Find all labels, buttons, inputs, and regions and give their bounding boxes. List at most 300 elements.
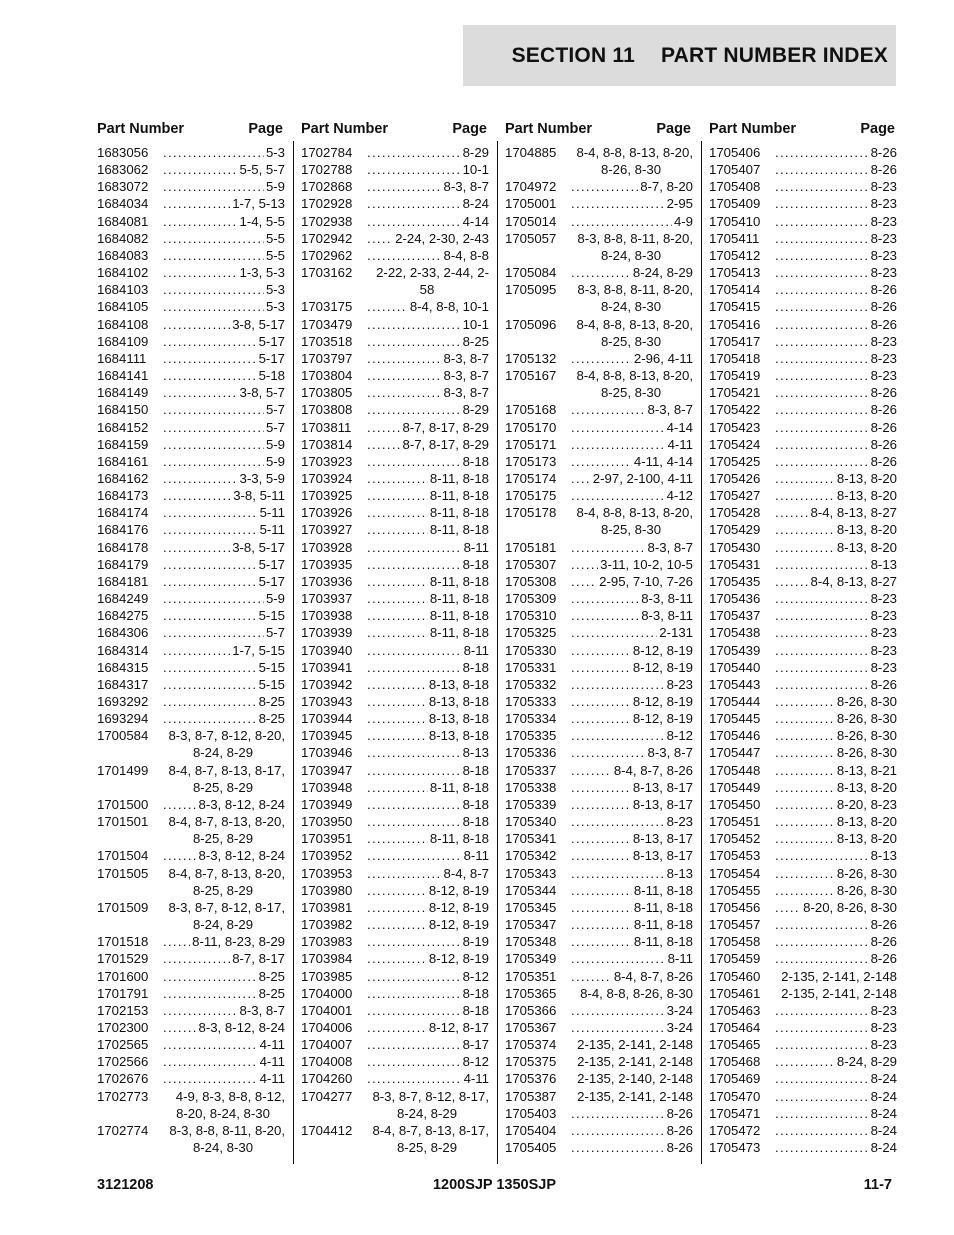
part-number: 1684109 (97, 333, 149, 349)
page-reference: 8-3, 8-11 (641, 591, 693, 607)
index-entry (97, 350, 285, 367)
part-number: 1704972 (505, 179, 557, 195)
reference-line (773, 590, 897, 607)
page-reference: 8-13, 8-20 (836, 779, 897, 795)
page-reference: 8-4, 8-8, 8-13, 8-20, (576, 316, 693, 332)
part-number: 1705463 (709, 1002, 761, 1018)
page-reference: 8-11, 8-18 (633, 934, 693, 950)
page-references (161, 470, 285, 487)
index-entry (505, 933, 693, 950)
part-number: 1705367 (505, 1019, 557, 1035)
page-references (161, 624, 285, 641)
reference-line (773, 710, 897, 727)
reference-line (773, 144, 897, 161)
page-reference: 5-9 (265, 436, 285, 452)
page-reference: 3-11, 10-2, 10-5 (600, 556, 693, 572)
page-references (365, 401, 489, 418)
index-entry (97, 968, 285, 985)
index-entry (505, 1036, 693, 1053)
dot-leader (367, 710, 427, 727)
index-entry (301, 470, 489, 487)
page-heading: Page (860, 121, 895, 137)
part-number: 1703947 (301, 762, 353, 778)
page-references (365, 333, 489, 350)
page-references (365, 264, 489, 298)
dot-leader (367, 933, 461, 950)
page-reference: 3-24 (666, 1002, 693, 1018)
page-reference: 8-18 (462, 1002, 489, 1018)
reference-line (161, 1036, 285, 1053)
dot-leader (571, 195, 665, 212)
dot-leader (775, 539, 835, 556)
page-reference: 8-11, 8-18 (429, 522, 489, 538)
index-entry (505, 556, 693, 573)
reference-line (365, 298, 489, 315)
dot-leader (163, 659, 257, 676)
dot-leader (775, 899, 801, 916)
page-references (773, 401, 897, 418)
reference-line (773, 504, 897, 521)
part-number: 1705057 (505, 230, 557, 246)
reference-line (569, 264, 693, 281)
dot-leader (163, 350, 257, 367)
part-number: 1705413 (709, 265, 761, 281)
page-reference: 8-4, 8-8, 8-13, 8-20, (576, 505, 693, 521)
dot-leader (775, 847, 869, 864)
page-references (773, 590, 897, 607)
index-entry (505, 1088, 693, 1105)
dot-leader (367, 247, 442, 264)
page-reference: 8-13, 8-18 (428, 728, 489, 744)
index-entry (709, 899, 897, 916)
dot-leader (367, 676, 427, 693)
dot-leader (367, 401, 461, 418)
index-entry (505, 504, 693, 538)
dot-leader (571, 933, 632, 950)
index-entry (97, 847, 285, 864)
dot-leader (775, 659, 869, 676)
page-reference: 8-7, 8-17, 8-29 (402, 436, 489, 452)
dot-leader (775, 333, 869, 350)
index-entry (301, 333, 489, 350)
part-number: 1702773 (97, 1088, 149, 1104)
dot-leader (367, 659, 461, 676)
page-references (161, 213, 285, 230)
part-number: 1705435 (709, 573, 761, 589)
reference-line (161, 1053, 285, 1070)
index-entry (505, 1019, 693, 1036)
dot-leader (163, 933, 190, 950)
page-reference: 8-11, 8-23, 8-29 (192, 934, 285, 950)
page-references (365, 161, 489, 178)
page-reference: 8-11, 8-18 (429, 831, 489, 847)
part-number: 1703949 (301, 796, 353, 812)
page-reference: 4-14 (462, 213, 489, 229)
dot-leader (163, 453, 264, 470)
index-entry (709, 1070, 897, 1087)
part-number: 1684173 (97, 488, 149, 504)
page-references (569, 830, 693, 847)
page-reference: 5-5 (265, 230, 285, 246)
reference-line (365, 539, 489, 556)
part-number: 1705446 (709, 728, 761, 744)
index-entry (709, 1122, 897, 1139)
page-references (569, 264, 693, 281)
reference-line (161, 521, 285, 538)
index-entry (301, 847, 489, 864)
part-number: 1703928 (301, 539, 353, 555)
part-number: 1701518 (97, 934, 149, 950)
index-entry (505, 436, 693, 453)
dot-leader (775, 710, 835, 727)
index-entry (709, 624, 897, 641)
dot-leader (775, 1105, 869, 1122)
dot-leader (571, 1019, 665, 1036)
page-reference: 8-25 (258, 711, 285, 727)
dot-leader (163, 573, 257, 590)
page-references (569, 487, 693, 504)
index-entry (97, 710, 285, 727)
index-entry (301, 264, 489, 298)
page-heading: Page (656, 121, 691, 137)
reference-line (161, 590, 285, 607)
reference-line (365, 590, 489, 607)
part-number: 1684249 (97, 591, 149, 607)
page-reference: 8-3, 8-7, 8-12, 8-20, (168, 728, 285, 744)
part-number: 1705470 (709, 1088, 761, 1104)
page-reference: 8-18 (462, 762, 489, 778)
part-number: 1684102 (97, 265, 149, 281)
part-number: 1703939 (301, 625, 353, 641)
part-number: 1705325 (505, 625, 557, 641)
page-references (773, 384, 897, 401)
dot-leader (163, 642, 230, 659)
page-references (365, 590, 489, 607)
part-number: 1684082 (97, 230, 149, 246)
dot-leader (775, 350, 869, 367)
reference-line (569, 470, 693, 487)
reference-line (365, 213, 489, 230)
index-entry (301, 659, 489, 676)
reference-line (773, 899, 897, 916)
page-reference: 5-17 (258, 573, 285, 589)
reference-line (773, 539, 897, 556)
reference-line (161, 504, 285, 521)
dot-leader (163, 384, 238, 401)
dot-leader (367, 796, 461, 813)
page-references (161, 1002, 285, 1019)
page-references (773, 521, 897, 538)
dot-leader (367, 487, 428, 504)
page-reference: 5-3 (265, 145, 285, 160)
reference-continuation: 8-26, 8-30 (600, 162, 662, 178)
index-entry (301, 247, 489, 264)
page-references (773, 1002, 897, 1019)
page-references (773, 727, 897, 744)
reference-line (773, 624, 897, 641)
index-entry (709, 178, 897, 195)
dot-leader (775, 1070, 869, 1087)
page-references (569, 1036, 693, 1053)
reference-line (161, 1122, 285, 1139)
part-number: 1703175 (301, 299, 353, 315)
index-entry (709, 659, 897, 676)
page-reference: 8-3, 8-12, 8-24 (198, 848, 285, 864)
part-number: 1705001 (505, 196, 557, 212)
dot-leader (367, 178, 442, 195)
page-reference: 2-135, 2-141, 2-148 (577, 1088, 693, 1104)
index-entry (97, 762, 285, 796)
dot-leader (571, 178, 638, 195)
page-references (161, 384, 285, 401)
page-reference: 8-13, 8-17 (632, 848, 693, 864)
reference-line (161, 419, 285, 436)
part-number: 1705439 (709, 642, 761, 658)
reference-line (569, 487, 693, 504)
index-entry (301, 710, 489, 727)
part-number: 1703479 (301, 316, 353, 332)
reference-line (569, 281, 693, 298)
reference-line (773, 161, 897, 178)
part-number: 1705347 (505, 917, 557, 933)
part-number: 1703983 (301, 934, 353, 950)
reference-line (569, 213, 693, 230)
page-references (365, 1122, 489, 1156)
part-number: 1705014 (505, 213, 557, 229)
reference-line (161, 264, 285, 281)
page-reference: 8-4, 8-8, 8-13, 8-20, (576, 368, 693, 384)
page-reference: 8-12, 8-19 (428, 899, 489, 915)
page-reference: 8-24, 8-29 (632, 265, 693, 281)
part-number: 1705175 (505, 488, 557, 504)
page-reference: 2-131 (659, 625, 693, 641)
part-number: 1705387 (505, 1088, 557, 1104)
dot-leader (163, 298, 264, 315)
part-number-heading: Part Number (97, 121, 185, 137)
page-references (773, 813, 897, 830)
index-entry (97, 1088, 285, 1122)
reference-line (773, 367, 897, 384)
dot-leader (367, 350, 442, 367)
index-entry (709, 247, 897, 264)
dot-leader (163, 624, 264, 641)
index-entry (709, 1139, 897, 1156)
reference-line (161, 1019, 285, 1036)
page-references (773, 693, 897, 710)
page-references (161, 230, 285, 247)
part-number: 1705428 (709, 505, 761, 521)
page-references (161, 144, 285, 161)
reference-continuation: 8-24, 8-29 (192, 917, 254, 933)
reference-line (569, 1036, 693, 1053)
page-reference: 8-26, 8-30 (836, 865, 897, 881)
page-reference: 8-13, 8-17 (632, 779, 693, 795)
index-entry (709, 916, 897, 933)
reference-line (161, 161, 285, 178)
reference-line (773, 1019, 897, 1036)
index-entry (709, 796, 897, 813)
page-references (773, 1088, 897, 1105)
page-reference: 8-3, 8-7, 8-12, 8-17, (168, 899, 285, 915)
page-references (773, 933, 897, 950)
page-references (773, 504, 897, 521)
part-number: 1705454 (709, 865, 761, 881)
part-number: 1705336 (505, 745, 557, 761)
page-references (569, 316, 693, 350)
page-references (569, 985, 693, 1002)
part-number: 1705405 (505, 1140, 557, 1156)
part-number: 1684105 (97, 299, 149, 315)
part-number: 1705468 (709, 1054, 761, 1070)
page-reference: 8-23 (870, 368, 897, 384)
reference-line (773, 642, 897, 659)
dot-leader (367, 985, 461, 1002)
reference-line (365, 727, 489, 744)
page-references (569, 419, 693, 436)
dot-leader (163, 144, 264, 161)
part-number: 1684178 (97, 539, 149, 555)
dot-leader (367, 230, 393, 247)
dot-leader (367, 436, 400, 453)
page-reference: 8-26 (666, 1140, 693, 1156)
page-reference: 2-96, 4-11 (633, 350, 693, 366)
index-entry (709, 367, 897, 384)
page-reference: 8-12, 8-19 (632, 642, 693, 658)
part-number: 1705340 (505, 814, 557, 830)
page-reference: 8-23 (870, 1019, 897, 1035)
page-references (365, 882, 489, 899)
index-entry (301, 436, 489, 453)
part-number: 1702868 (301, 179, 353, 195)
dot-leader (775, 247, 869, 264)
reference-line (569, 916, 693, 933)
reference-line (569, 178, 693, 195)
page-references (161, 1070, 285, 1087)
reference-line (161, 796, 285, 813)
part-number: 1703984 (301, 951, 353, 967)
dot-leader (775, 950, 869, 967)
page-reference: 8-25 (258, 968, 285, 984)
reference-line (569, 401, 693, 418)
page-reference: 8-3, 8-7 (647, 745, 693, 761)
page-references (569, 195, 693, 212)
part-number: 1703805 (301, 385, 353, 401)
part-number: 1703946 (301, 745, 353, 761)
reference-line (773, 1139, 897, 1156)
reference-line (773, 933, 897, 950)
index-entry (709, 333, 897, 350)
reference-line (569, 968, 693, 985)
column-header (301, 119, 489, 144)
index-entry (301, 230, 489, 247)
dot-leader (775, 762, 835, 779)
part-number: 1684162 (97, 470, 149, 486)
part-number: 1705338 (505, 779, 557, 795)
page-references (773, 1105, 897, 1122)
index-entry (301, 813, 489, 830)
page-reference: 8-26 (870, 436, 897, 452)
part-number: 1705458 (709, 934, 761, 950)
index-entry (301, 727, 489, 744)
page-reference: 8-23 (870, 179, 897, 195)
index-entry (97, 796, 285, 813)
part-number: 1703953 (301, 865, 353, 881)
page-reference: 4-9 (673, 213, 693, 229)
part-number: 1705423 (709, 419, 761, 435)
page-reference: 8-3, 8-8, 8-11, 8-20, (169, 1122, 285, 1138)
dot-leader (367, 590, 428, 607)
reference-line (161, 333, 285, 350)
dot-leader (367, 847, 462, 864)
index-entry (505, 1002, 693, 1019)
dot-leader (163, 178, 264, 195)
index-entry (709, 264, 897, 281)
part-number: 1705472 (709, 1122, 761, 1138)
dot-leader (571, 813, 665, 830)
page-reference: 8-23 (870, 1002, 897, 1018)
reference-line (161, 865, 285, 882)
part-number: 1705334 (505, 711, 557, 727)
page-references (773, 865, 897, 882)
page-reference: 8-23 (870, 642, 897, 658)
index-entry (97, 264, 285, 281)
part-number: 1703924 (301, 470, 353, 486)
index-entry (301, 779, 489, 796)
reference-line (569, 865, 693, 882)
page-references (365, 813, 489, 830)
page-references (773, 830, 897, 847)
page-reference: 5-15 (258, 608, 285, 624)
dot-leader (367, 607, 428, 624)
index-entry (709, 281, 897, 298)
page-references (365, 419, 489, 436)
page-references (569, 436, 693, 453)
page-references (365, 247, 489, 264)
page-references (161, 710, 285, 727)
page-reference: 10-1 (462, 162, 489, 178)
dot-leader (775, 470, 835, 487)
reference-line (161, 384, 285, 401)
page-reference: 8-26 (870, 316, 897, 332)
page-reference: 8-11, 8-18 (429, 573, 489, 589)
page-references (773, 1139, 897, 1156)
index-entry (709, 882, 897, 899)
page-references (569, 676, 693, 693)
part-number: 1705471 (709, 1105, 761, 1121)
part-number: 1703926 (301, 505, 353, 521)
dot-leader (775, 504, 808, 521)
part-number: 1703952 (301, 848, 353, 864)
reference-line (365, 247, 489, 264)
reference-line (569, 1019, 693, 1036)
part-number: 1702942 (301, 230, 353, 246)
reference-line (365, 1002, 489, 1019)
page-reference: 1-4, 5-5 (239, 213, 285, 229)
page-references (365, 968, 489, 985)
page-reference: 5-9 (265, 179, 285, 195)
dot-leader (163, 281, 264, 298)
part-number: 1702300 (97, 1019, 149, 1035)
part-number: 1705453 (709, 848, 761, 864)
part-number: 1703943 (301, 694, 353, 709)
reference-line (773, 968, 897, 985)
part-number: 1705171 (505, 436, 557, 452)
page-references (773, 419, 897, 436)
section-title (463, 25, 896, 86)
page-references (773, 659, 897, 676)
index-entry (97, 933, 285, 950)
page-reference: 8-4, 8-7, 8-13, 8-20, (168, 865, 285, 881)
